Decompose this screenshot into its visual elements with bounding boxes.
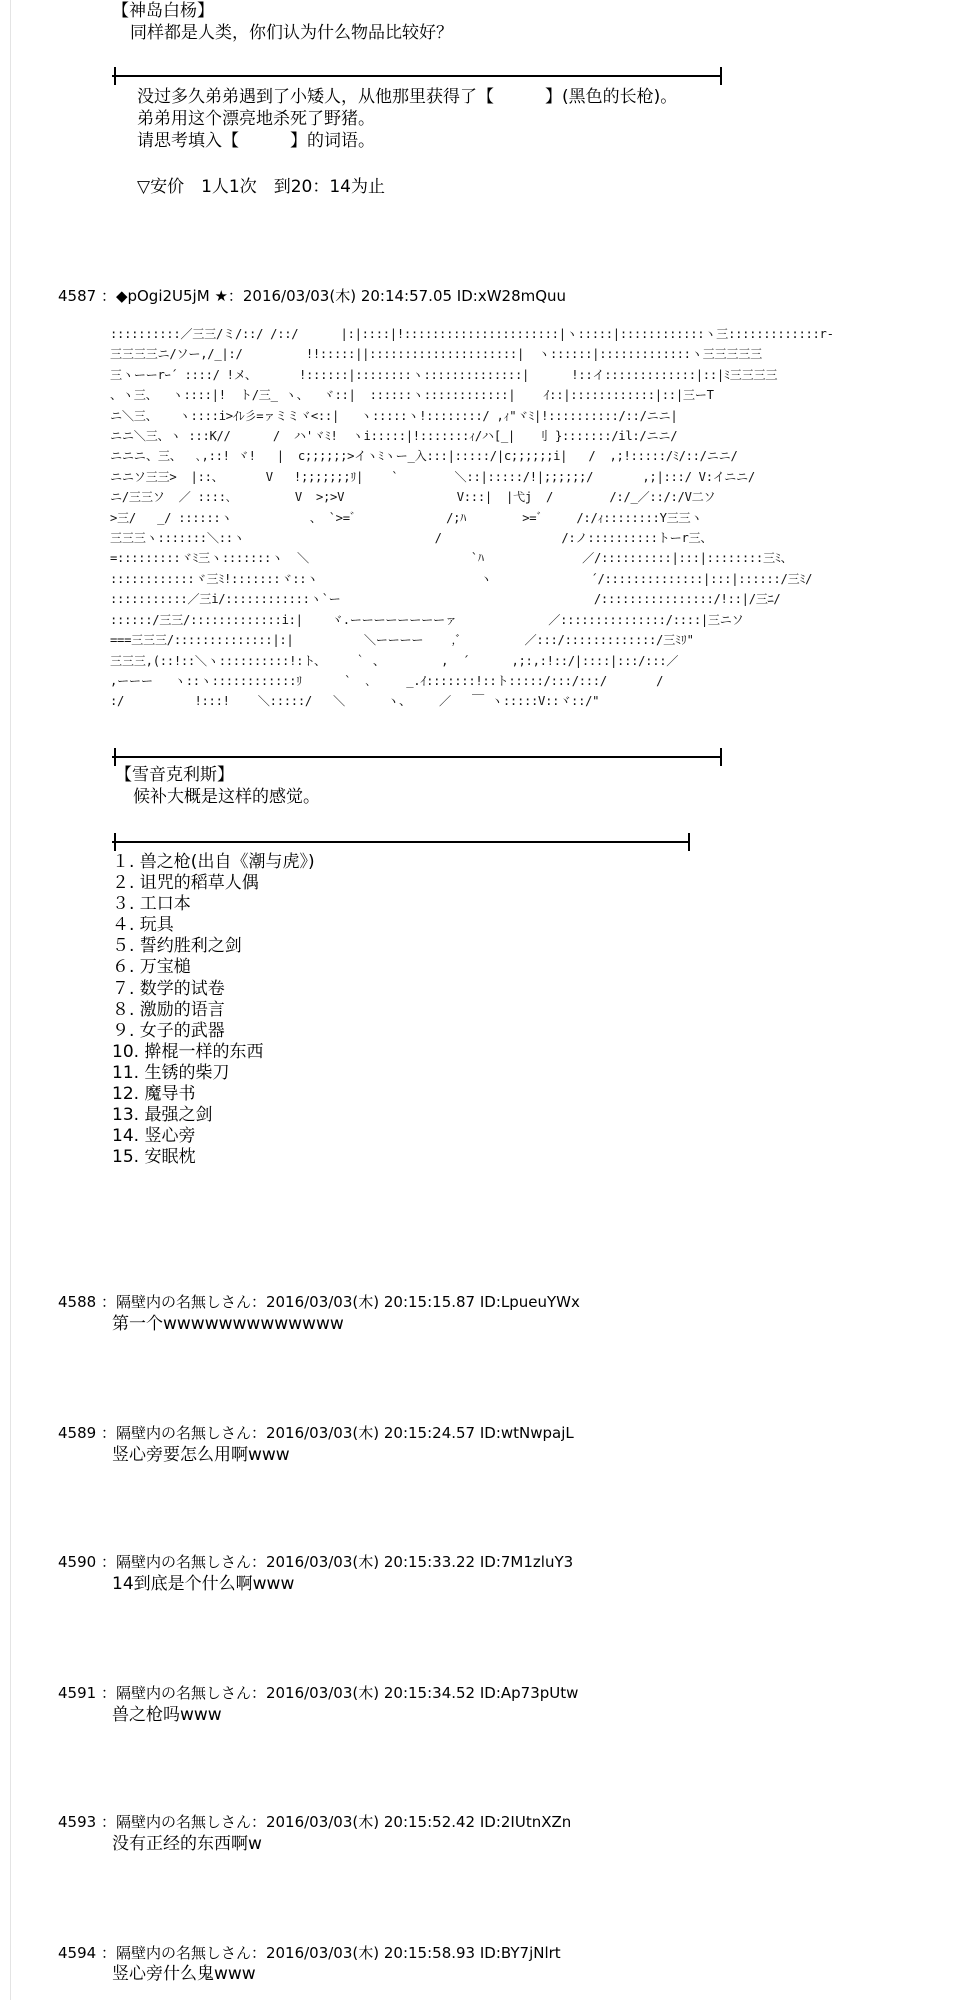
post-body: 竖心旁什么鬼www <box>112 1964 256 1984</box>
ascii-art-line: ニ/三三ソ ／ ::::､ V >;>V V:::| |弋j / /:/_／::/:/V二ソ <box>110 490 716 505</box>
post-header: 4588 ：隔壁内の名無しさん：2016/03/03(木) 20:15:15.87 ID:LpueuYWx <box>58 1293 580 1311</box>
list-item: ３. 工口本 <box>112 894 191 915</box>
speaker-name: 【神岛白杨】 <box>112 1 214 21</box>
rule-end-mark <box>720 748 722 766</box>
ascii-art-line: :::::::::::／三i/::::::::::::ヽ`ー /::::::::::::::::/!::|/三ﾆ/ <box>110 592 781 607</box>
ascii-art-line: :/ !:::! ＼:::::/ ＼ ヽ、 ／ ￣ ヽ:::::V::ヾ::/" <box>110 694 600 709</box>
choices-top-rule <box>112 841 688 843</box>
post-header: 4593 ：隔壁内の名無しさん：2016/03/03(木) 20:15:52.42 ID:2IUtnXZn <box>58 1813 572 1831</box>
ascii-art-line: ニニニ、三、 ､,::! ヾ! | c;;;;;;>イヽﾐヽー_入:::|:::::/|c;;;;;;i| / ,;!:::::/ﾐ/::/ニニ/ <box>110 449 738 464</box>
ascii-art-line: ニニソ三三> |::、 V !;;;;;;;ﾘ| ` ＼::|:::::/!|;;;;;;/ ,;|:::/ V:イニニ/ <box>110 469 755 484</box>
list-item: 15. 安眠枕 <box>112 1147 196 1168</box>
post-header: 4590 ：隔壁内の名無しさん：2016/03/03(木) 20:15:33.22 ID:7M1zluY3 <box>58 1553 574 1571</box>
post-body: 没有正经的东西啊w <box>112 1834 262 1854</box>
ascii-art-line: 三ヽーーrｰ´ ::::/ !メ、 !::::::|::::::::ヽ::::::::::::::| !::イ:::::::::::::|::|ﾐ三三三三 <box>110 367 778 382</box>
art-bottom-rule <box>112 756 720 758</box>
choice-list <box>112 852 315 1168</box>
list-item: ２. 诅咒的稻草人偶 <box>112 873 259 894</box>
list-item: ４. 玩具 <box>112 915 174 936</box>
ascii-art-line: ::::::/三三/:::::::::::::i:| ヾ.ーーーーーーーーァ ／:::::::::::::::/::::|三ニソ <box>110 612 744 627</box>
ascii-art-line: ===三三三/::::::::::::::|:| ＼ーーーー ,ﾞ ／:::/:::::::::::::/三ﾐﾘ" <box>110 633 694 648</box>
list-item: ８. 激励的语言 <box>112 999 225 1020</box>
post-header: 4587 ：◆pOgi2U5jM ★：2016/03/03(木) 20:14:57.05 ID:xW28mQuu <box>58 287 567 305</box>
ascii-art-line: 三三三ヽ:::::::＼::ヽ / /:ノ::::::::::トーr三、 <box>110 531 713 546</box>
question-line: 请思考填入【 】的词语。 <box>137 131 375 151</box>
ascii-art-line: 三三三三ニ/ソー,/_|:/ !!:::::||:::::::::::::::::::::| ヽ::::::|:::::::::::::ヽ三三三三三 <box>110 347 763 362</box>
ascii-art-line: 三三三,(::!::＼ヽ::::::::::!:ト、 ｀ 、 , ´ ,;:,:!::/|::::|:::/:::／ <box>110 653 679 668</box>
speech-line: 候补大概是这样的感觉。 <box>133 787 320 807</box>
list-item: １. 兽之枪(出自《潮与虎》) <box>112 852 315 872</box>
rule-end-mark <box>720 67 722 85</box>
box-top-rule <box>112 75 720 77</box>
list-item: 10. 擀棍一样的东西 <box>112 1041 264 1062</box>
post-body: 14到底是个什么啊www <box>112 1574 295 1594</box>
ascii-art-line: ニ＼三、 ヽ::::i>ｲﾚ彡=ァミミヾ<::| ヽ:::::ヽ!::::::::/ ,ｨ"ヾﾐ|!::::::::::/::/ニニ| <box>110 408 678 423</box>
list-item: ６. 万宝槌 <box>112 957 191 978</box>
list-item: ９. 女子的武器 <box>112 1020 225 1041</box>
ascii-art-line: =:::::::::ヾﾐ三ヽ:::::::ヽ ＼ `ﾊ ／/::::::::::|:::|::::::::三ﾐ、 <box>110 551 793 566</box>
ascii-art-line: ::::::::::::ヾ三ﾐ!:::::::ヾ::ヽ ヽ ´/::::::::::::::|:::|::::::/三ﾐ/ <box>110 571 813 586</box>
post-header: 4589 ：隔壁内の名無しさん：2016/03/03(木) 20:15:24.57 ID:wtNwpajL <box>58 1424 574 1442</box>
ascii-art-line: ,ーーー ヽ::ヽ::::::::::::ﾘ ` ､ _.ｲ:::::::!::ト:::::/:::/:::/ / <box>110 673 664 688</box>
list-item: 13. 最强之剑 <box>112 1105 213 1126</box>
ascii-art-line: 、ヽ三、 ヽ::::|! ト/三_ ヽ、 ヾ::| ::::::ヽ::::::::::::| ｲ::|::::::::::::|::|三ーT <box>110 388 714 403</box>
post-header: 4591 ：隔壁内の名無しさん：2016/03/03(木) 20:15:34.52 ID:Ap73pUtw <box>58 1684 579 1702</box>
list-item: ５. 誓约胜利之剑 <box>112 936 242 957</box>
post-header: 4594 ：隔壁内の名無しさん：2016/03/03(木) 20:15:58.93 ID:BY7jNlrt <box>58 1944 561 1962</box>
question-line: 弟弟用这个漂亮地杀死了野猪。 <box>137 109 375 129</box>
post-body: 兽之枪吗www <box>112 1705 222 1725</box>
speaker-name: 【雪音克利斯】 <box>115 765 234 785</box>
speech-line: 同样都是人类，你们认为什么物品比较好？ <box>130 23 453 43</box>
rule-end-mark <box>114 67 116 85</box>
ascii-art <box>110 324 834 712</box>
list-item: ７. 数学的试卷 <box>112 978 225 999</box>
list-item: 14. 竖心旁 <box>112 1126 196 1147</box>
vote-rule: ▽安价 1人1次 到20：14为止 <box>137 177 385 197</box>
list-item: 11. 生锈的柴刀 <box>112 1062 230 1083</box>
list-item: 12. 魔导书 <box>112 1084 196 1105</box>
post-body: 第一个wwwwwwwwwwwww <box>112 1314 344 1334</box>
post-body: 竖心旁要怎么用啊www <box>112 1445 290 1465</box>
ascii-art-line: ニニ＼三、ヽ :::K// / ハ'ヾﾐ! ヽi:::::|!:::::::ｨ/ハ[_| 刂 }:::::::/il:/ニニ/ <box>110 429 678 444</box>
page-left-border <box>10 0 11 2000</box>
ascii-art-line: ::::::::::／三三/ミ/::/ /::/ |:|::::|!::::::::::::::::::::::|ヽ:::::|::::::::::::ヽ三:::::::::::::r- <box>110 327 834 341</box>
rule-end-mark <box>688 833 690 851</box>
rule-end-mark <box>114 833 116 851</box>
ascii-art-line: >三/ _/ ::::::ヽ 、 `>=゛ /;ﾊ >=゛ /:/ｨ::::::::Y三三ヽ <box>110 510 703 525</box>
question-line: 没过多久弟弟遇到了小矮人，从他那里获得了【 】(黑色的长枪)。 <box>137 87 678 107</box>
